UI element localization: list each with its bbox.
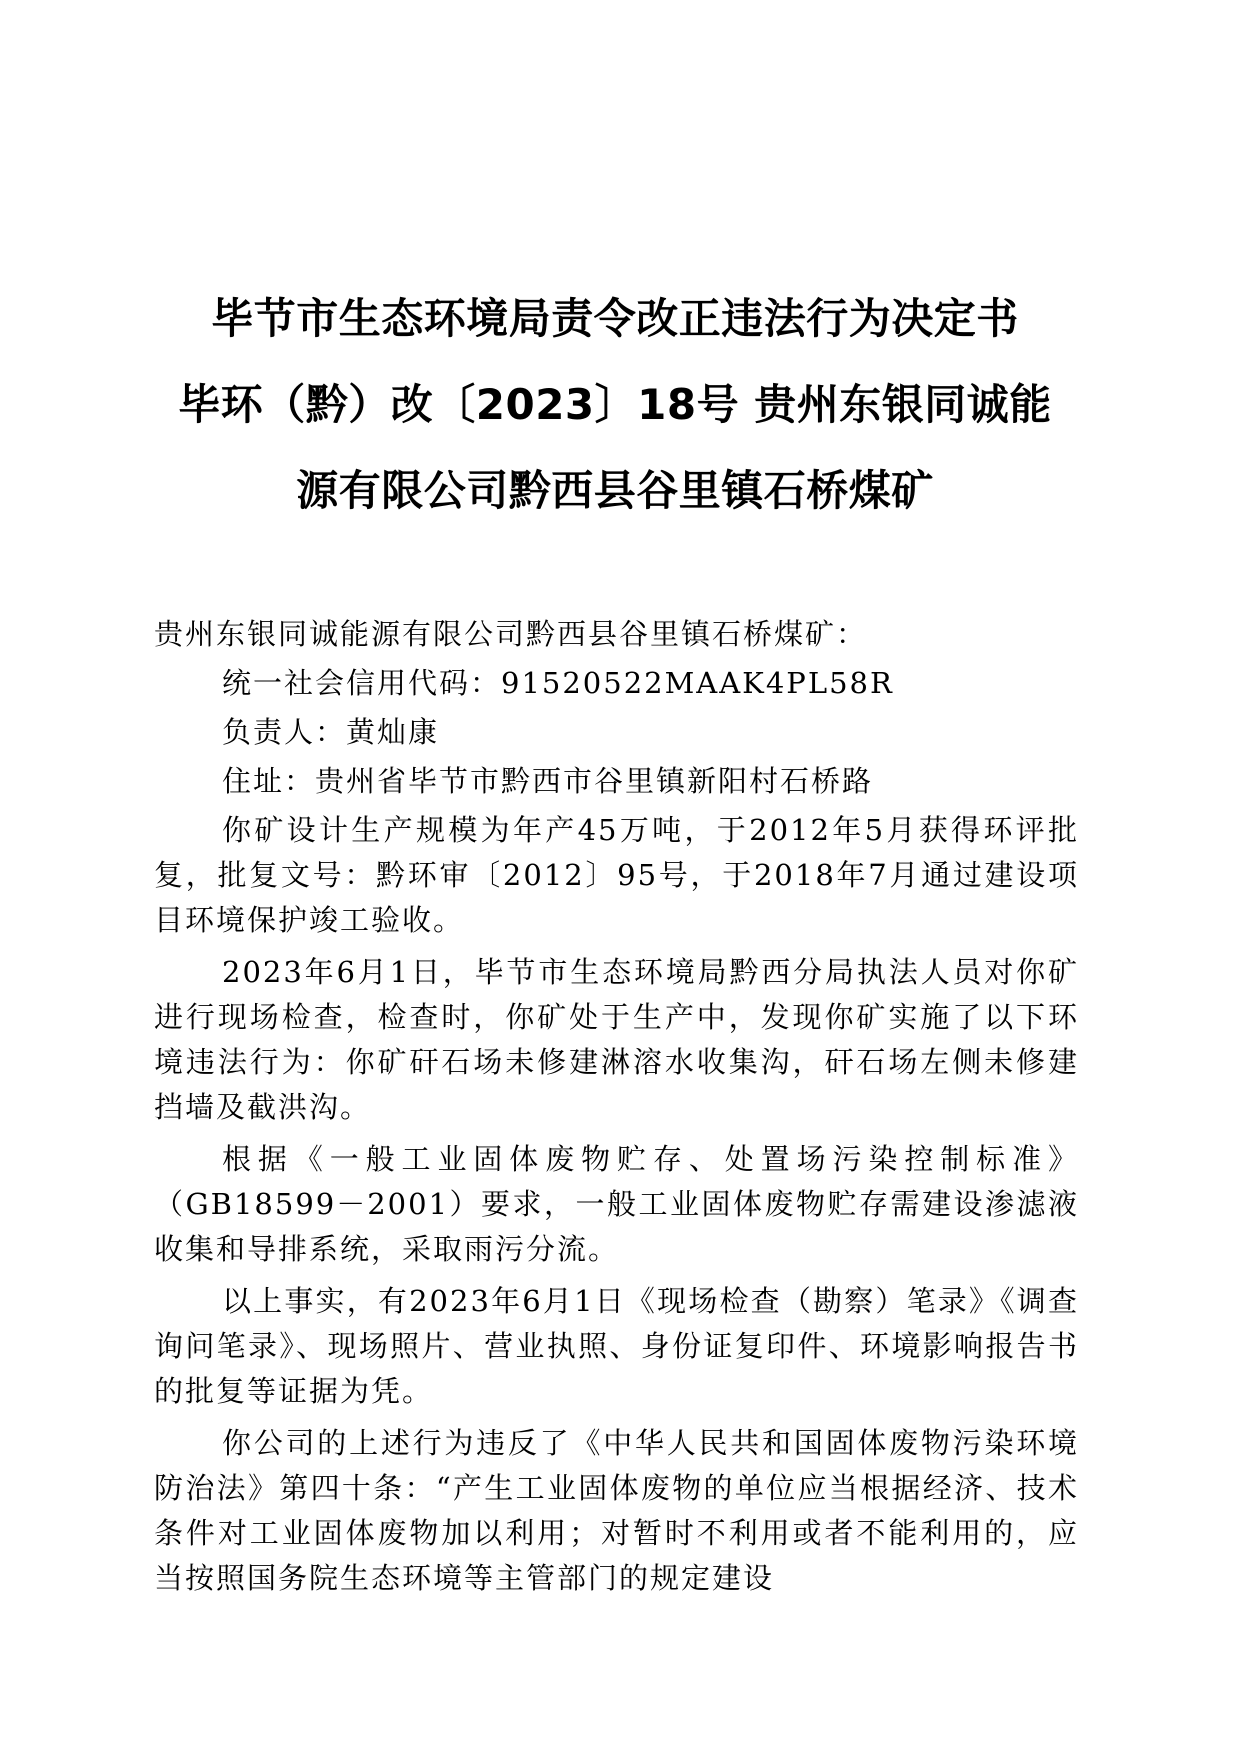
paragraph-inspection: 2023年6月1日，毕节市生态环境局黔西分局执法人员对你矿进行现场检查，检查时，你矿处于生产中，发现你矿实施了以下环境违法行为：你矿矸石场未修建淋溶水收集沟，矸石场左侧未修建挡墙及截洪沟。 [154,955,1079,1124]
paragraph-violation: 你公司的上述行为违反了《中华人民共和国固体废物污染环境防治法》第四十条：“产生工业固体废物的单位应当根据经济、技术条件对工业固体废物加以利用；对暂时不利用或者不能利用的，应当按照国务院生态环境等主管部门的规定建设 [154,1426,1079,1595]
title-line-2: 毕环（黔）改〔2023〕18号 贵州东银同诚能 [178,380,1052,429]
paragraph-standard: 根据《一般工业固体废物贮存、处置场污染控制标准》（GB18599－2001）要求，一般工业固体废物贮存需建设渗滤液收集和导排系统，采取雨污分流。 [154,1142,1079,1266]
document-body [154,612,1079,1608]
title-line-3: 源有限公司黔西县谷里镇石桥煤矿 [296,466,934,515]
paragraph-background: 你矿设计生产规模为年产45万吨，于2012年5月获得环评批复，批复文号：黔环审〔2012〕95号，于2018年7月通过建设项目环境保护竣工验收。 [154,813,1079,937]
credit-code-field: 统一社会信用代码：91520522MAAK4PL58R [222,666,894,700]
paragraph-evidence: 以上事实，有2023年6月1日《现场检查（勘察）笔录》《调查询问笔录》、现场照片、营业执照、身份证复印件、环境影响报告书的批复等证据为凭。 [154,1284,1079,1408]
responsible-person-field: 负责人：黄灿康 [222,715,440,749]
salutation: 贵州东银同诚能源有限公司黔西县谷里镇石桥煤矿： [154,617,868,651]
document-title [150,294,1080,516]
title-line-1: 毕节市生态环境局责令改正违法行为决定书 [211,294,1019,343]
address-field: 住址：贵州省毕节市黔西市谷里镇新阳村石桥路 [222,764,874,798]
